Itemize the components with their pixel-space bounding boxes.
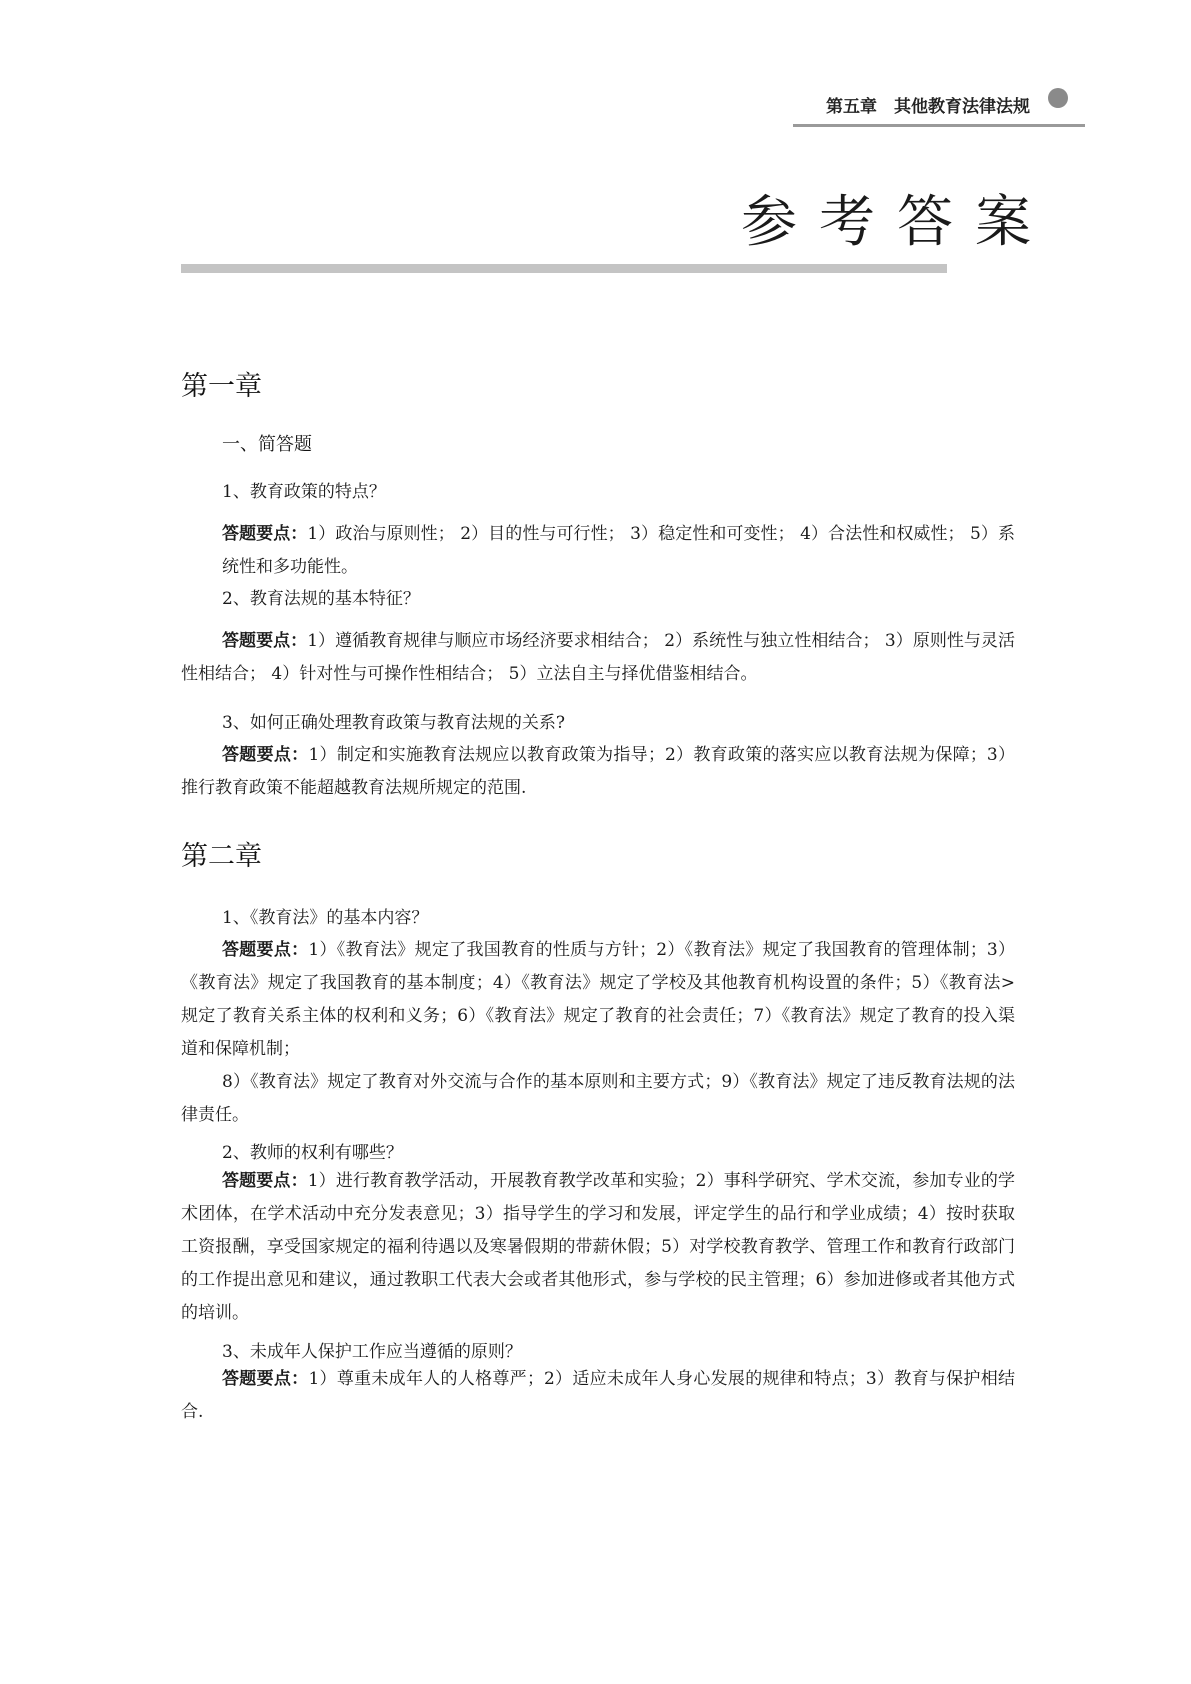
section-heading: 一、简答题 (222, 434, 312, 455)
ch2-question-1: 1、《教育法》的基本内容？ (222, 908, 429, 928)
ch2-answer-1-continued: 8）《教育法》规定了教育对外交流与合作的基本原则和主要方式；9）《教育法》规定了违反教育法规的法律责任。 (181, 1072, 1015, 1125)
chapter-1-heading: 第一章 (181, 371, 262, 402)
running-header (793, 80, 1085, 126)
answer-text: 1）《教育法》规定了我国教育的性质与方针；2）《教育法》规定了我国教育的管理体制；3）《教育法》规定了我国教育的基本制度；4）《教育法》规定了学校及其他教育机构设置的条件；5）《教育法>规定了教育关系主体的权利和义务；6）《教育法》规定了教育的社会责任；7）《教育法》规定了教育的投入渠道和保障机制； (181, 940, 1016, 1059)
title-divider (181, 264, 947, 273)
ch1-question-3: 3、如何正确处理教育政策与教育法规的关系? (222, 713, 565, 733)
ch1-question-1: 1、教育政策的特点？ (222, 482, 386, 502)
ch2-question-2: 2、教师的权利有哪些？ (222, 1143, 403, 1163)
header-dot-icon (1048, 88, 1068, 108)
answer-text: 1）尊重未成年人的人格尊严；2）适应未成年人身心发展的规律和特点；3）教育与保护相结合. (181, 1369, 1016, 1422)
answer-text: 1）制定和实施教育法规应以教育政策为指导；2）教育政策的落实应以教育法规为保障；3）推行教育政策不能超越教育法规所规定的范围. (181, 745, 1016, 798)
ch2-answer-3 (181, 1363, 1015, 1429)
header-rule (793, 124, 1085, 127)
ch1-answer-2 (181, 625, 1015, 691)
chapter-2-heading: 第二章 (181, 841, 262, 872)
answer-label: 答题要点： (222, 745, 309, 765)
ch1-question-2: 2、教育法规的基本特征？ (222, 589, 420, 609)
ch1-answer-1 (222, 518, 1015, 584)
running-title: 第五章 其他教育法律法规 (826, 97, 1030, 117)
answer-label: 答题要点： (222, 940, 309, 960)
answer-text: 1）进行教育教学活动，开展教育教学改革和实验；2）事科学研究、学术交流，参加专业的学术团体，在学术活动中充分发表意见；3）指导学生的学习和发展，评定学生的品行和学业成绩；4）按时获取工资报酬，享受国家规定的福利待遇以及寒暑假期的带薪休假；5）对学校教育教学、管理工作和教育行政部门的工作提出意见和建议，通过教职工代表大会或者其他形式，参与学校的民主管理；6）参加进修或者其他方式的培训。 (181, 1171, 1016, 1323)
ch2-answer-1 (181, 934, 1015, 1066)
answer-label: 答题要点： (222, 1171, 308, 1191)
answer-label: 答题要点： (222, 631, 308, 651)
answer-text: 1）政治与原则性； 2）目的性与可行性； 3）稳定性和可变性； 4）合法性和权威性； 5）系统性和多功能性。 (222, 524, 1015, 577)
ch1-answer-3 (181, 739, 1015, 805)
page-title: 参考答案 (741, 190, 1053, 255)
ch2-answer-2 (181, 1165, 1015, 1330)
ch2-question-3: 3、未成年人保护工作应当遵循的原则？ (222, 1342, 522, 1362)
answer-text: 1）遵循教育规律与顺应市场经济要求相结合； 2）系统性与独立性相结合； 3）原则性与灵活性相结合； 4）针对性与可操作性相结合； 5）立法自主与择优借鉴相结合。 (181, 631, 1016, 684)
answer-label: 答题要点： (222, 524, 308, 544)
answer-label: 答题要点： (222, 1369, 309, 1389)
